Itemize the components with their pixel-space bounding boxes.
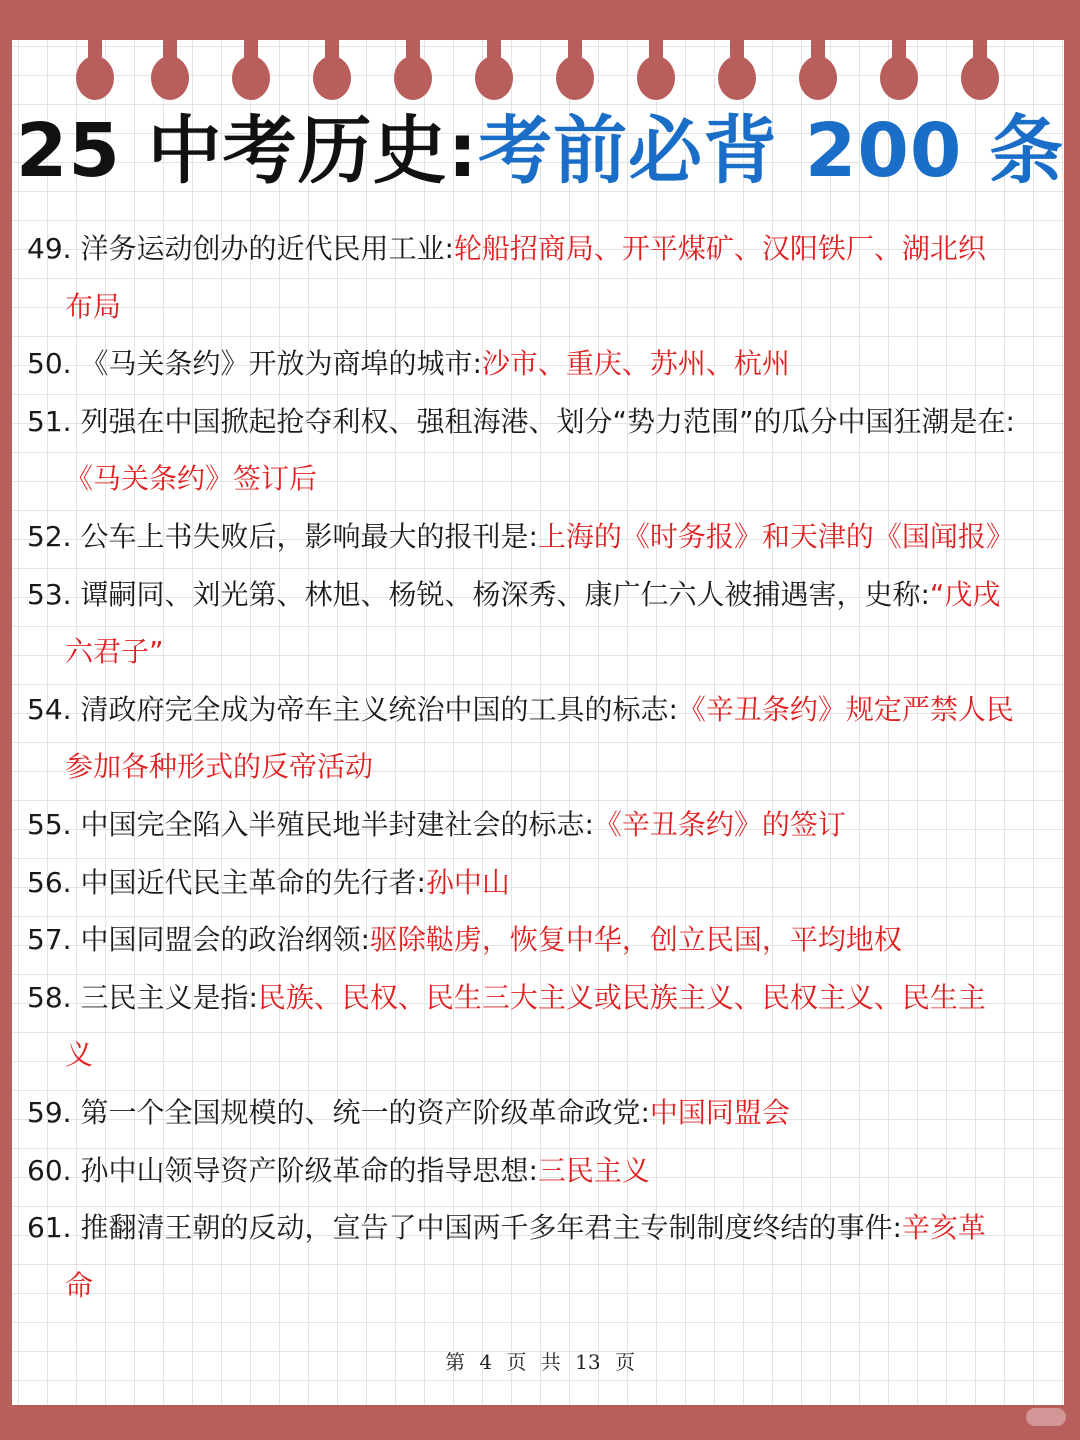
list-item: [27, 969, 1057, 1084]
list-item: [27, 911, 1057, 969]
ring-hole: [232, 56, 270, 100]
item-number: 61.: [27, 1211, 72, 1245]
title-prefix: 25 中考历史:: [15, 108, 479, 194]
item-question: 《马关条约》开放为商埠的城市:: [80, 347, 482, 381]
item-answer: 《辛丑条约》的签订: [593, 807, 846, 841]
item-number: 55.: [27, 807, 72, 841]
item-answer-continued: 六君子”: [65, 635, 164, 669]
list-item: [27, 1084, 1057, 1142]
list-item: [27, 681, 1057, 796]
ring-hole: [799, 56, 837, 100]
ring-hole: [313, 56, 351, 100]
item-answer: 轮船招商局、开平煤矿、汉阳铁厂、湖北织: [453, 232, 986, 265]
item-answer: 《辛丑条约》规定严禁人民: [677, 692, 1014, 726]
item-number: 60.: [27, 1153, 72, 1187]
page-number: 第 4 页 共 13 页: [445, 1350, 635, 1374]
item-answer-continued: 《马关条约》签订后: [65, 462, 318, 496]
item-question: 清政府完全成为帝车主义统治中国的工具的标志:: [80, 692, 678, 726]
list-item: [27, 796, 1057, 854]
item-question: 中国近代民主革命的先行者:: [80, 865, 426, 899]
page-title: [0, 108, 1080, 194]
item-answer: 孙中山: [425, 865, 510, 899]
ring-hole: [76, 56, 114, 100]
item-question: 中国完全陷入半殖民地半封建社会的标志:: [80, 807, 594, 841]
item-number: 54.: [27, 692, 72, 726]
item-answer: 驱除鞑虏，恢复中华，创立民国，平均地权: [369, 923, 902, 957]
list-item: [27, 1199, 1057, 1314]
fact-list: [27, 220, 1057, 1314]
item-answer: 民族、民权、民生三大主义或民族主义、民权主义、民生主: [257, 980, 986, 1014]
list-item: [27, 508, 1057, 566]
item-question: 中国同盟会的政治纲领:: [80, 923, 370, 957]
item-answer-continued: 义: [65, 1038, 94, 1072]
item-answer: 上海的《时务报》和天津的《国闻报》: [537, 519, 1014, 553]
item-number: 59.: [27, 1095, 72, 1129]
item-question: 孙中山领导资产阶级革命的指导思想:: [80, 1153, 538, 1187]
item-question: 推翻清王朝的反动，宣告了中国两千多年君主专制制度终结的事件:: [80, 1211, 902, 1245]
item-number: 50.: [27, 347, 72, 381]
item-number: 57.: [27, 923, 72, 957]
item-answer: 沙市、重庆、苏州、杭州: [481, 347, 790, 381]
ring-hole: [475, 56, 513, 100]
item-answer: 三民主义: [537, 1153, 650, 1187]
ring-hole: [637, 56, 675, 100]
item-answer-continued: 命: [65, 1268, 94, 1302]
item-number: 52.: [27, 519, 72, 553]
ring-hole: [394, 56, 432, 100]
list-item: [27, 566, 1057, 681]
item-question: 三民主义是指:: [80, 980, 258, 1014]
ring-hole: [556, 56, 594, 100]
item-answer-continued: 布局: [65, 289, 122, 323]
item-number: 53.: [27, 577, 72, 611]
item-answer: 中国同盟会: [649, 1095, 790, 1129]
ring-hole: [151, 56, 189, 100]
item-question: 第一个全国规模的、统一的资产阶级革命政党:: [80, 1095, 650, 1129]
item-question: 洋务运动创办的近代民用工业:: [80, 232, 454, 265]
list-item: [27, 393, 1057, 508]
list-item: [27, 854, 1057, 912]
ring-hole: [718, 56, 756, 100]
item-answer-continued: 参加各种形式的反帝活动: [65, 750, 374, 784]
ring-hole: [880, 56, 918, 100]
item-answer: 辛亥革: [901, 1211, 986, 1245]
item-number: 56.: [27, 865, 72, 899]
item-number: 51.: [27, 404, 72, 438]
watermark-logo: [1026, 1408, 1066, 1426]
item-question: 谭嗣同、刘光第、林旭、杨锐、杨深秀、康广仁六人被捕遇害，史称:: [80, 577, 930, 611]
item-number: 49.: [27, 232, 72, 265]
list-item: [27, 1142, 1057, 1200]
item-question: 列强在中国掀起抢夺利权、强租海港、划分“势力范围”的瓜分中国狂潮是在:: [80, 404, 1015, 438]
item-question: 公车上书失败后，影响最大的报刊是:: [80, 519, 538, 553]
list-item: [27, 335, 1057, 393]
item-answer: “戊戌: [929, 577, 1001, 611]
list-item: [27, 220, 1057, 335]
title-highlight: 考前必背 200 条: [478, 108, 1065, 194]
item-number: 58.: [27, 980, 72, 1014]
ring-hole: [961, 56, 999, 100]
